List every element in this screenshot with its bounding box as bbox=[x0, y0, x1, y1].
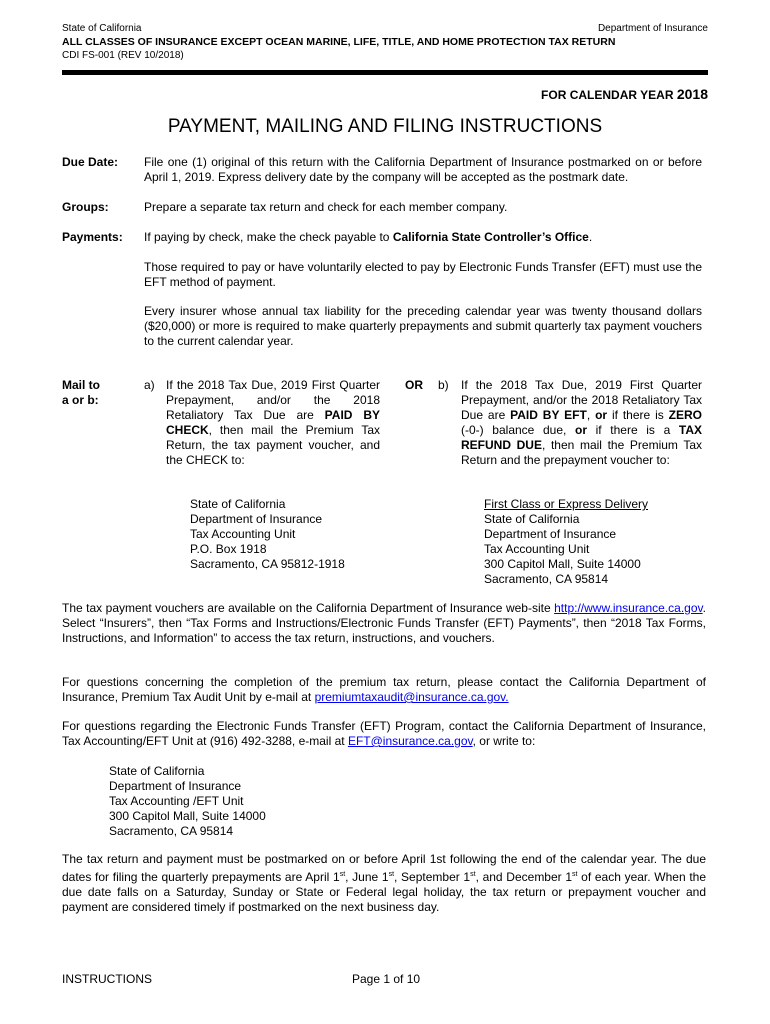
payments-check-text: If paying by check, make the check payable to California State Controller’s Office. bbox=[144, 230, 593, 244]
due-date-text: File one (1) original of this return with the California Department of Insurance postmarked on or before April 1, 2019. Express delivery date by the company will be accepted as the postmark date. bbox=[144, 155, 702, 184]
mail-option-b bbox=[438, 378, 702, 468]
vouchers-paragraph: The tax payment vouchers are available on the California Department of Insurance web-site http://www.insurance.ca.gov. Select “Insurers”, then “Tax Forms and Instructions/Electronic Funds Transfer (EFT) Payments”, then “2018 Tax Forms, Instructions, and Information” to access the tax return, instructions, and vouchers. bbox=[62, 601, 706, 645]
state-label: State of California bbox=[62, 23, 142, 34]
form-title: ALL CLASSES OF INSURANCE EXCEPT OCEAN MARINE, LIFE, TITLE, AND HOME PROTECTION TAX RETURN bbox=[62, 36, 616, 48]
payee-name: California State Controller’s Office bbox=[392, 230, 589, 244]
calendar-year-line bbox=[541, 86, 708, 102]
mail-option-a bbox=[144, 378, 380, 468]
option-a-marker: a) bbox=[144, 378, 155, 392]
calendar-year-value: 2018 bbox=[676, 86, 708, 102]
option-b-text: If the 2018 Tax Due, 2019 First Quarter Prepayment, and/or the 2018 Retaliatory Tax Due are PAID BY EFT, or if there is ZERO (-0-) balance due, or if there is a TAX REFUND DUE, then mail the Premium Tax Return and the prepayment voucher to: bbox=[461, 378, 703, 467]
postmark-paragraph: The tax return and payment must be postmarked on or before April 1st following the end of the calendar year. The due dates for filing the quarterly prepayments are April 1st, June 1st, September 1st, and December 1st of each year. When the due date falls on a Saturday, Sunday or State or Federal legal holiday, the tax return or prepayment voucher and payment are considered timely if postmarked on the next business day. bbox=[62, 852, 707, 914]
due-date-label: Due Date: bbox=[62, 155, 119, 169]
address-a: State of California Department of Insurance Tax Accounting Unit P.O. Box 1918 Sacramento, CA 95812-1918 bbox=[190, 497, 345, 571]
website-link[interactable]: http://www.insurance.ca.gov bbox=[554, 601, 703, 615]
department-label: Department of Insurance bbox=[597, 23, 708, 34]
payments-eft-text: Those required to pay or have voluntarily elected to pay by Electronic Funds Transfer (EFT) must use the EFT method of payment. bbox=[144, 260, 702, 289]
eft-email-link[interactable]: EFT@insurance.ca.gov bbox=[347, 734, 473, 748]
option-a-text: If the 2018 Tax Due, 2019 First Quarter Prepayment, and/or the 2018 Retaliatory Tax Due are PAID BY CHECK, then mail the Premium Tax Return, the tax payment voucher, and the CHECK to: bbox=[166, 378, 380, 467]
groups-text: Prepare a separate tax return and check for each member company. bbox=[144, 200, 508, 214]
delivery-method: First Class or Express Delivery bbox=[484, 497, 649, 511]
header-rule bbox=[62, 70, 708, 75]
footer-label: INSTRUCTIONS bbox=[62, 972, 152, 986]
premium-email-link[interactable]: premiumtaxaudit@insurance.ca.gov. bbox=[314, 690, 509, 704]
address-eft: State of California Department of Insurance Tax Accounting /EFT Unit 300 Capitol Mall, Suite 14000 Sacramento, CA 95814 bbox=[109, 764, 266, 838]
premium-questions-paragraph: For questions concerning the completion of the premium tax return, please contact the California Department of Insurance, Premium Tax Audit Unit by e-mail at premiumtaxaudit@insurance.ca.gov. bbox=[62, 675, 706, 704]
calendar-year-label: FOR CALENDAR YEAR bbox=[541, 88, 674, 102]
eft-questions-paragraph: For questions regarding the Electronic Funds Transfer (EFT) Program, contact the California Department of Insurance, Tax Accounting/EFT Unit at (916) 492-3288, e-mail at EFT@insurance.ca.gov, or write to: bbox=[62, 719, 706, 748]
form-id: CDI FS-001 (REV 10/2018) bbox=[62, 50, 184, 61]
address-b: First Class or Express Delivery State of California Department of Insurance Tax Accounting Unit 300 Capitol Mall, Suite 14000 Sacramento, CA 95814 bbox=[484, 497, 649, 586]
or-label: OR bbox=[405, 378, 423, 392]
payments-prepay-text: Every insurer whose annual tax liability for the preceding calendar year was twenty thousand dollars ($20,000) or more is required to make quarterly prepayments and submit quarterly tax payment vouchers to the current calendar year. bbox=[144, 304, 702, 348]
page-number: Page 1 of 10 bbox=[352, 972, 421, 986]
groups-label: Groups: bbox=[62, 200, 109, 214]
mail-label: Mail to a or b: bbox=[62, 378, 100, 407]
page-title: PAYMENT, MAILING AND FILING INSTRUCTIONS bbox=[167, 116, 603, 137]
payments-label: Payments: bbox=[62, 230, 123, 244]
option-b-marker: b) bbox=[438, 378, 449, 392]
